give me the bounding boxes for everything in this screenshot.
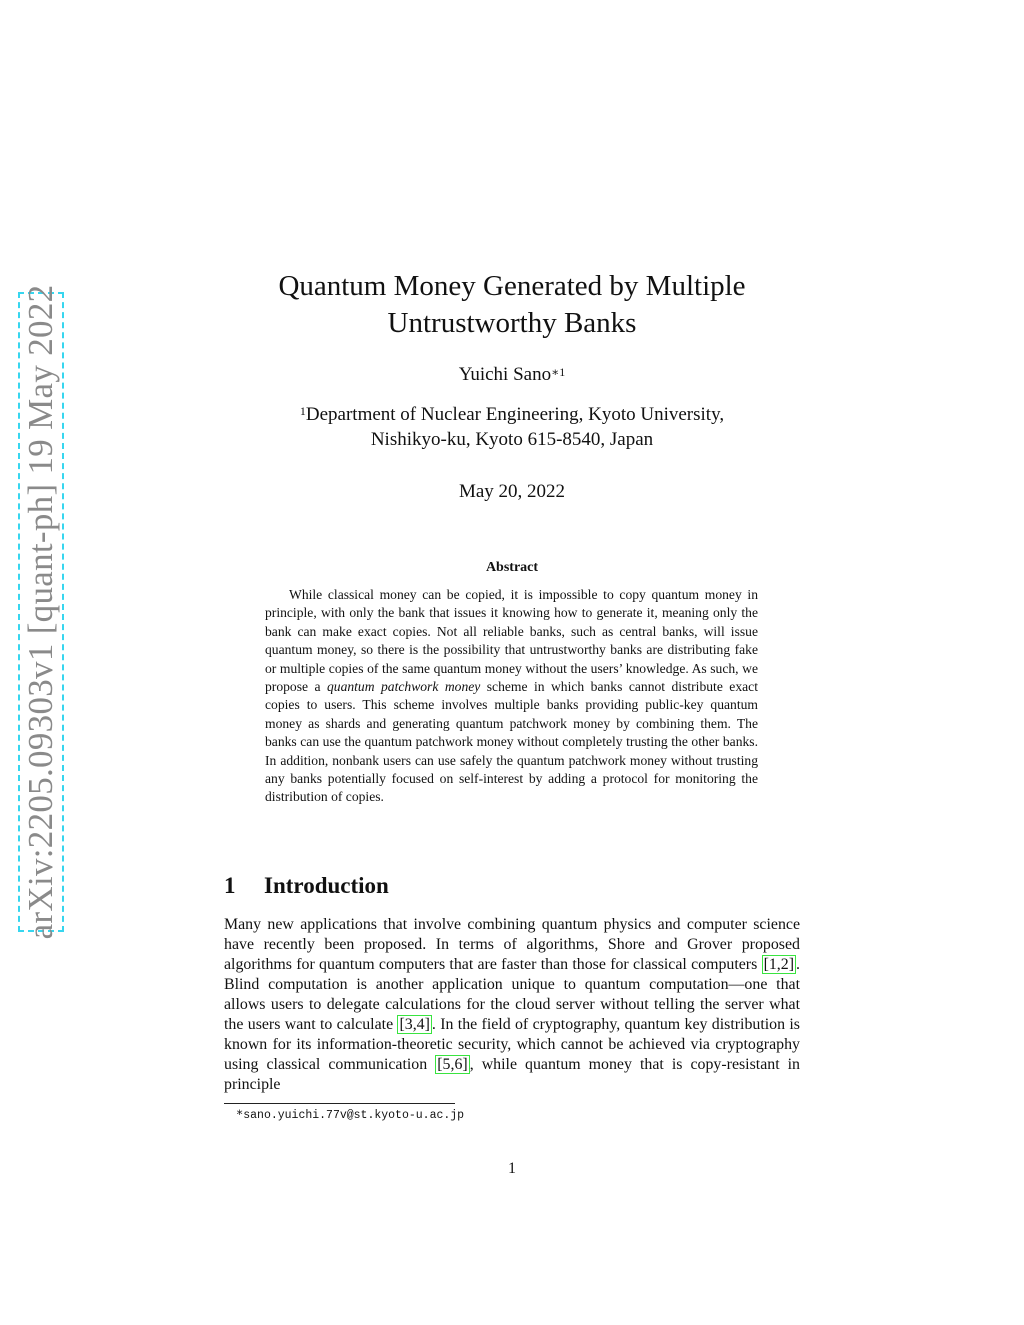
section-title: Introduction bbox=[264, 873, 389, 898]
citation-link-1-2[interactable]: [1,2] bbox=[763, 956, 795, 973]
abstract-emphasis: quantum patchwork money bbox=[326, 679, 481, 695]
abstract-text-part-2: scheme in which banks cannot distribute exact copies to users. This scheme involves multiple banks providing public-key quantum money as shards and generating quantum patchwork money by combining them. The banks can use the quantum patchwork money without completely trusting the other banks. In addition, nonbank users can use safely the quantum patchwork money without trusting any banks potentially focused on self-interest by adding a protocol for monitoring the distribution of copies. bbox=[265, 679, 758, 805]
footnote-mark: ∗ bbox=[236, 1106, 244, 1120]
abstract-text-part-1: While classical money can be copied, it is impossible to copy quantum money in principle, with only the bank that issues it knowing how to generate it, meaning only the bank can make exact copies. Not all reliable banks, such as central banks, will issue quantum money, so there is the possibility that untrustworthy banks are distributing fake or multiple copies of the same quantum money without the users’ knowledge. As such, we propose a bbox=[265, 587, 758, 695]
citation-link-3-4[interactable]: [3,4] bbox=[399, 1016, 430, 1033]
footnote bbox=[236, 1108, 464, 1124]
abstract-heading: Abstract bbox=[485, 560, 539, 575]
affiliation bbox=[212, 402, 812, 452]
section-heading bbox=[224, 871, 389, 901]
author-line bbox=[312, 363, 712, 387]
arxiv-identifier-stamp[interactable] bbox=[18, 284, 64, 940]
intro-text-1: Many new applications that involve combining quantum physics and computer science have recently been proposed. In terms of algorithms, Shore and Grover proposed algorithms for quantum computers that are faster than those for classical computers bbox=[224, 916, 800, 973]
abstract-text bbox=[265, 586, 758, 807]
intro-text-2: . Blind computation is another application unique to quantum computation—one that allows users to delegate calculations for the cloud server without telling the server what the users want to calculate bbox=[224, 956, 800, 1033]
section-number: 1 bbox=[224, 873, 236, 898]
author-marks: ∗1 bbox=[551, 365, 566, 379]
paper-title bbox=[212, 268, 812, 342]
title-line-1: Quantum Money Generated by Multiple bbox=[278, 270, 746, 302]
footnote-rule bbox=[224, 1103, 455, 1104]
citation-link-5-6[interactable]: [5,6] bbox=[437, 1056, 468, 1073]
title-line-2: Untrustworthy Banks bbox=[387, 307, 637, 339]
affiliation-line-2: Nishikyo-ku, Kyoto 615-8540, Japan bbox=[370, 429, 654, 450]
affiliation-line-1 bbox=[212, 402, 812, 427]
introduction-paragraph bbox=[224, 915, 800, 1095]
affiliation-line-1-text: Department of Nuclear Engineering, Kyoto University, bbox=[305, 404, 725, 425]
page-number: 1 bbox=[508, 1160, 516, 1177]
author-name: Yuichi Sano bbox=[458, 364, 552, 385]
paper-date: May 20, 2022 bbox=[458, 481, 566, 502]
affiliation-mark: 1 bbox=[299, 404, 306, 418]
intro-text-3: . In the field of cryptography, quantum key distribution is known for its information-theoretic security, which cannot be achieved via cryptography using classical communication bbox=[224, 1016, 800, 1073]
arxiv-identifier-text: arXiv:2205.09303v1 [quant-ph] 19 May 2022 bbox=[21, 284, 60, 940]
footnote-email: sano.yuichi.77v@st.kyoto-u.ac.jp bbox=[243, 1109, 465, 1122]
intro-text-4: , while quantum money that is copy-resistant in principle bbox=[224, 1056, 801, 1093]
